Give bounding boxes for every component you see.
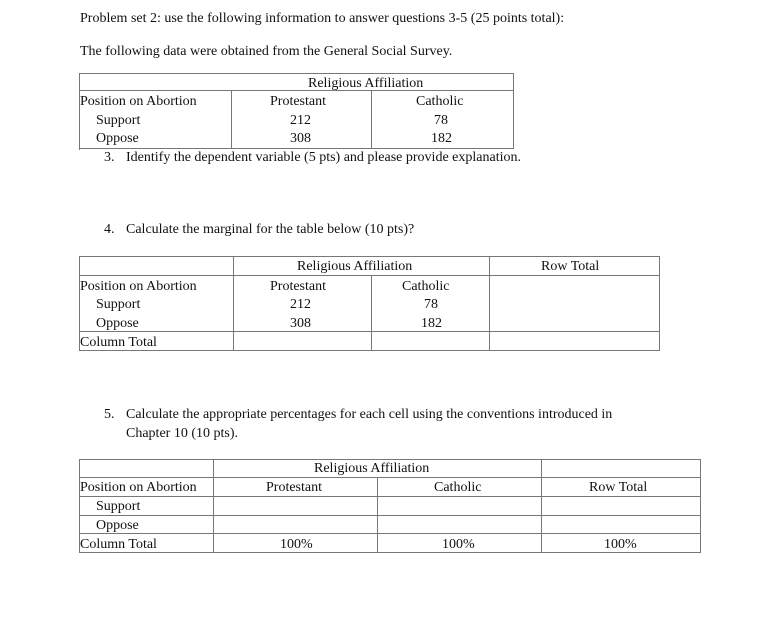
table-cell: 212 xyxy=(290,113,311,128)
table-cell: 182 xyxy=(421,316,442,331)
table-cell: 308 xyxy=(290,131,311,146)
table2-row-header: Position on Abortion xyxy=(80,279,197,294)
table2-row-total-header: Row Total xyxy=(541,259,600,274)
table2-col-catholic: Catholic xyxy=(402,279,450,294)
table-row-label: Oppose xyxy=(96,518,139,533)
table-row-label: Support xyxy=(96,297,141,312)
q5-text-line2: Chapter 10 (10 pts). xyxy=(126,426,238,441)
table3-row-total-header: Row Total xyxy=(589,480,648,495)
q3-text: Identify the dependent variable (5 pts) and please provide explanation. xyxy=(126,150,521,165)
table3-total-protestant: 100% xyxy=(280,537,313,552)
intro-text: The following data were obtained from the General Social Survey. xyxy=(80,44,453,59)
q4-text: Calculate the marginal for the table below (10 pts)? xyxy=(126,222,415,237)
q3-number: 3. xyxy=(104,150,115,165)
table3-col-protestant: Protestant xyxy=(266,480,322,495)
table-cell: 78 xyxy=(434,113,448,128)
table1-row-header: Position on Abortion xyxy=(80,94,197,109)
table2-col-protestant: Protestant xyxy=(270,279,326,294)
table-cell: 78 xyxy=(424,297,438,312)
table1-group-header: Religious Affiliation xyxy=(308,76,424,91)
table2-group-header: Religious Affiliation xyxy=(297,259,413,274)
table3-row-header: Position on Abortion xyxy=(80,480,197,495)
table-row-label: Oppose xyxy=(96,316,139,331)
table3-column-total-label: Column Total xyxy=(80,537,157,552)
table3-col-catholic: Catholic xyxy=(434,480,482,495)
table-cell: 308 xyxy=(290,316,311,331)
q4-number: 4. xyxy=(104,222,115,237)
table1-col-catholic: Catholic xyxy=(416,94,464,109)
table1-col-protestant: Protestant xyxy=(270,94,326,109)
table-cell: 212 xyxy=(290,297,311,312)
table3-total-row: 100% xyxy=(604,537,637,552)
table-row-label: Support xyxy=(96,113,141,128)
table-row-label: Oppose xyxy=(96,131,139,146)
table3-group-header: Religious Affiliation xyxy=(314,461,430,476)
q5-text-line1: Calculate the appropriate percentages for each cell using the conventions introduced in xyxy=(126,407,613,422)
q5-number: 5. xyxy=(104,407,115,422)
table-cell: 182 xyxy=(431,131,452,146)
table-row-label: Support xyxy=(96,499,141,514)
table2-column-total-label: Column Total xyxy=(80,335,157,350)
table3-total-catholic: 100% xyxy=(442,537,475,552)
problem-set-title: Problem set 2: use the following information to answer questions 3-5 (25 points total): xyxy=(80,11,565,26)
